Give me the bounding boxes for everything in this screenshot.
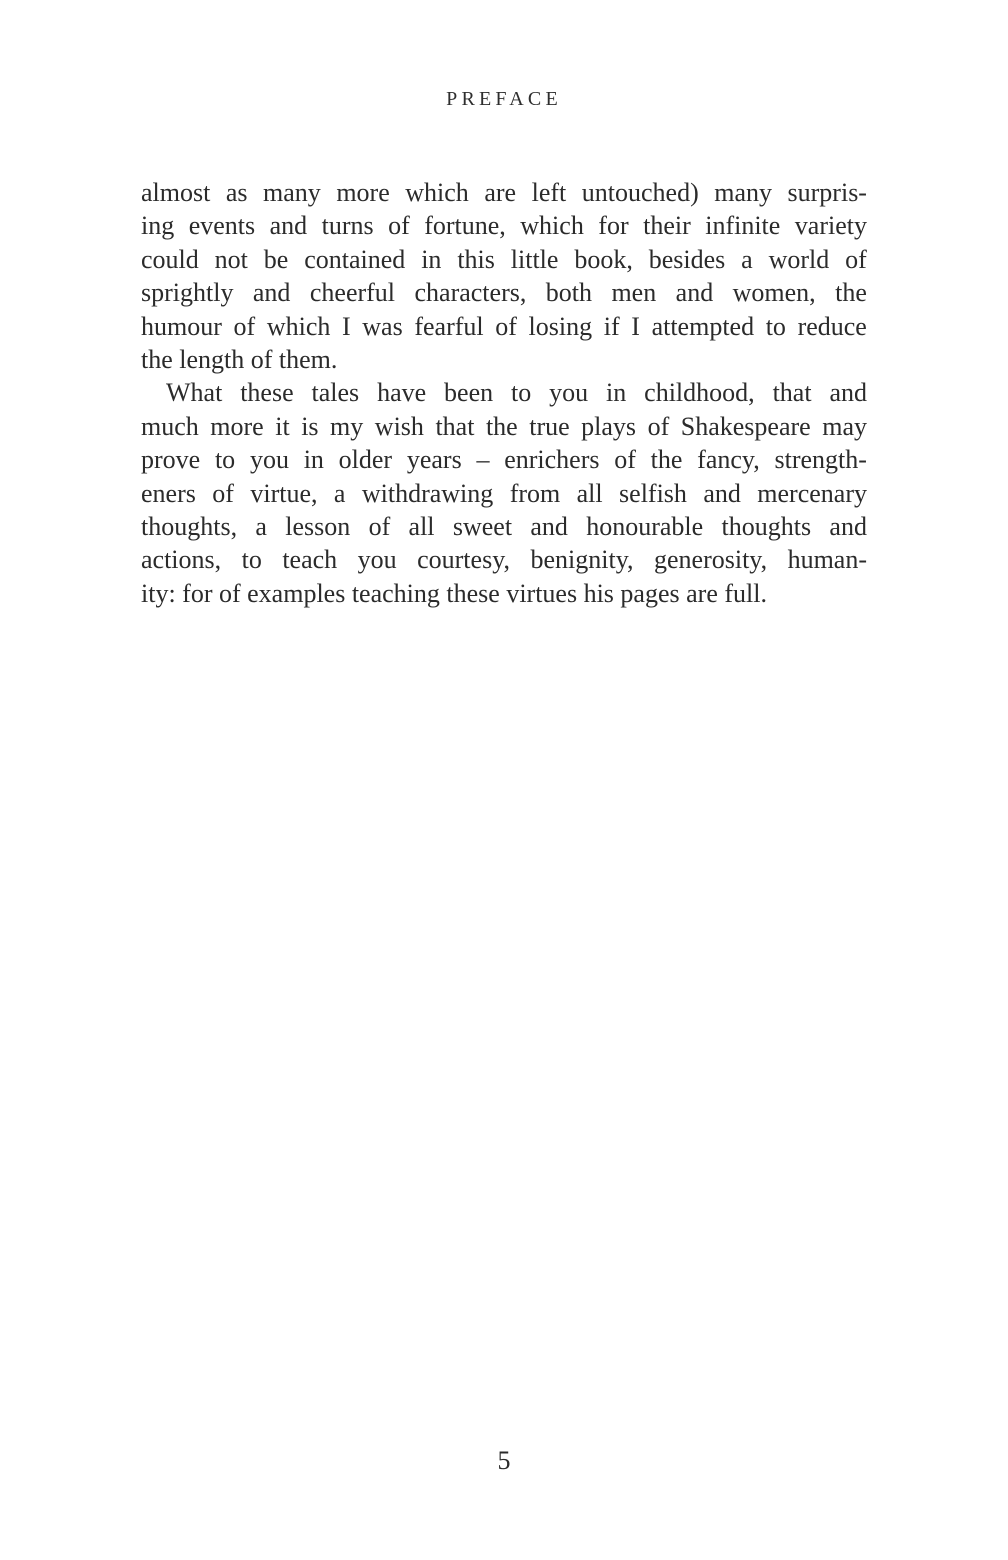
text-line: humour of which I was fearful of losing if I attempted to reduce <box>141 311 867 341</box>
paragraph <box>141 376 867 610</box>
page-body-text <box>141 176 867 610</box>
text-line: ity: for of examples teaching these virtues his pages are full. <box>141 578 767 608</box>
page-header: PREFACE <box>446 88 562 110</box>
text-line: actions, to teach you courtesy, benignity, generosity, human- <box>141 545 867 575</box>
text-line: the length of them. <box>141 344 338 374</box>
text-line: thoughts, a lesson of all sweet and honourable thoughts and <box>141 511 867 541</box>
text-line: What these tales have been to you in childhood, that and <box>166 378 867 408</box>
paragraph <box>141 176 867 376</box>
text-line: much more it is my wish that the true plays of Shakespeare may <box>141 411 867 441</box>
text-line: could not be contained in this little book, besides a world of <box>141 244 867 274</box>
text-line: prove to you in older years – enrichers of the fancy, strength- <box>141 445 867 475</box>
text-line: sprightly and cheerful characters, both men and women, the <box>141 278 867 308</box>
page-number: 5 <box>497 1446 511 1475</box>
text-line: almost as many more which are left untouched) many surpris- <box>141 178 867 207</box>
text-line: eners of virtue, a withdrawing from all selfish and mercenary <box>141 478 867 508</box>
text-line: ing events and turns of fortune, which for their infinite variety <box>141 211 867 241</box>
